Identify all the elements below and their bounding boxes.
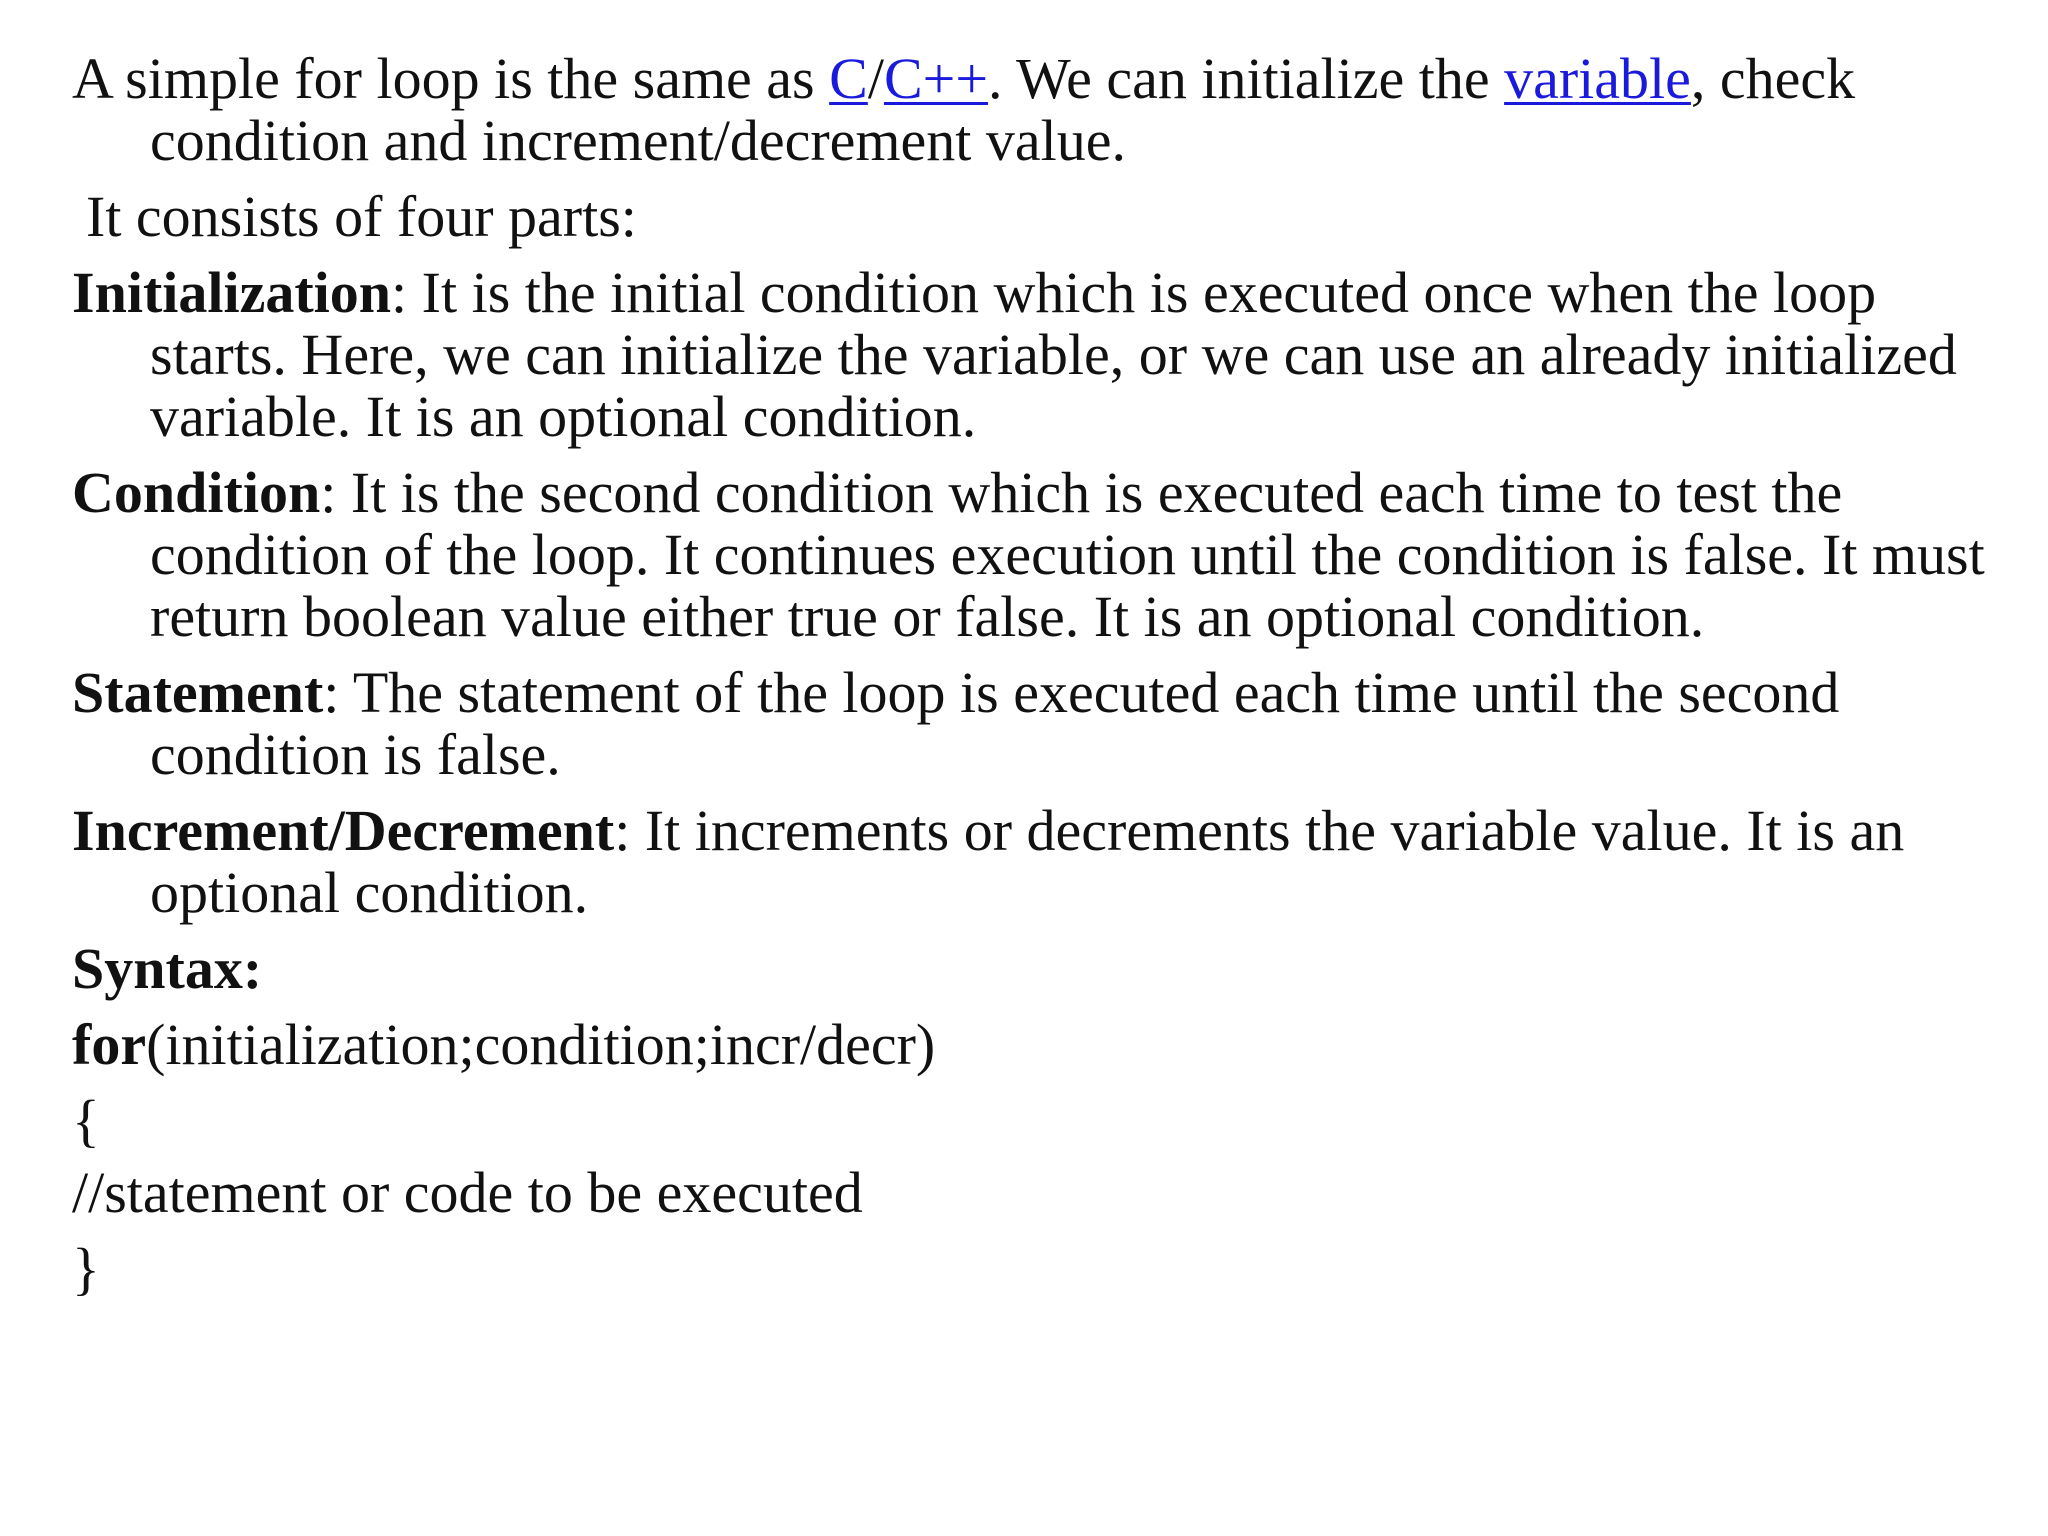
for-signature: (initialization;condition;incr/decr) bbox=[146, 1012, 936, 1077]
part-description: : It increments or decrements the variable value. It is an optional condition. bbox=[150, 798, 1905, 925]
intro-text-middle: . We can initialize the bbox=[988, 46, 1505, 111]
intro-text-start: A simple for loop is the same as bbox=[72, 46, 830, 111]
part-description: : The statement of the loop is executed each time until the second condition is false. bbox=[150, 660, 1840, 787]
intro-slash: / bbox=[867, 46, 884, 111]
part-statement bbox=[72, 662, 2012, 786]
part-term: Statement bbox=[72, 660, 324, 725]
parts-intro: It consists of four parts: bbox=[86, 184, 637, 249]
link-c[interactable]: C bbox=[829, 46, 868, 111]
for-keyword: for bbox=[72, 1012, 147, 1077]
part-description: : It is the initial condition which is executed once when the loop starts. Here, we can initialize the variable, or we can use an already initialized variable. It is an optional condition. bbox=[150, 260, 1957, 449]
part-term: Condition bbox=[72, 460, 321, 525]
syntax-heading: Syntax: bbox=[72, 936, 263, 1001]
part-increment-decrement bbox=[72, 800, 2012, 924]
open-brace: { bbox=[72, 1088, 100, 1153]
syntax-signature bbox=[72, 1014, 2012, 1076]
close-brace: } bbox=[72, 1236, 100, 1301]
part-term: Increment/Decrement bbox=[72, 798, 615, 863]
link-variable[interactable]: variable bbox=[1504, 46, 1691, 111]
link-cpp[interactable]: C++ bbox=[883, 46, 989, 111]
part-description: : It is the second condition which is executed each time to test the condition of the loop. It continues execution until the condition is false. It must return boolean value either true or false. It is an optional condition. bbox=[150, 460, 1985, 649]
intro-text-end: , check condition and increment/decrement value. bbox=[150, 46, 1856, 173]
document-body bbox=[72, 48, 2012, 1310]
intro-paragraph bbox=[72, 48, 2012, 172]
part-condition bbox=[72, 462, 2012, 648]
part-term: Initialization bbox=[72, 260, 392, 325]
part-initialization bbox=[72, 262, 2012, 448]
loop-body-comment: //statement or code to be executed bbox=[72, 1160, 863, 1225]
